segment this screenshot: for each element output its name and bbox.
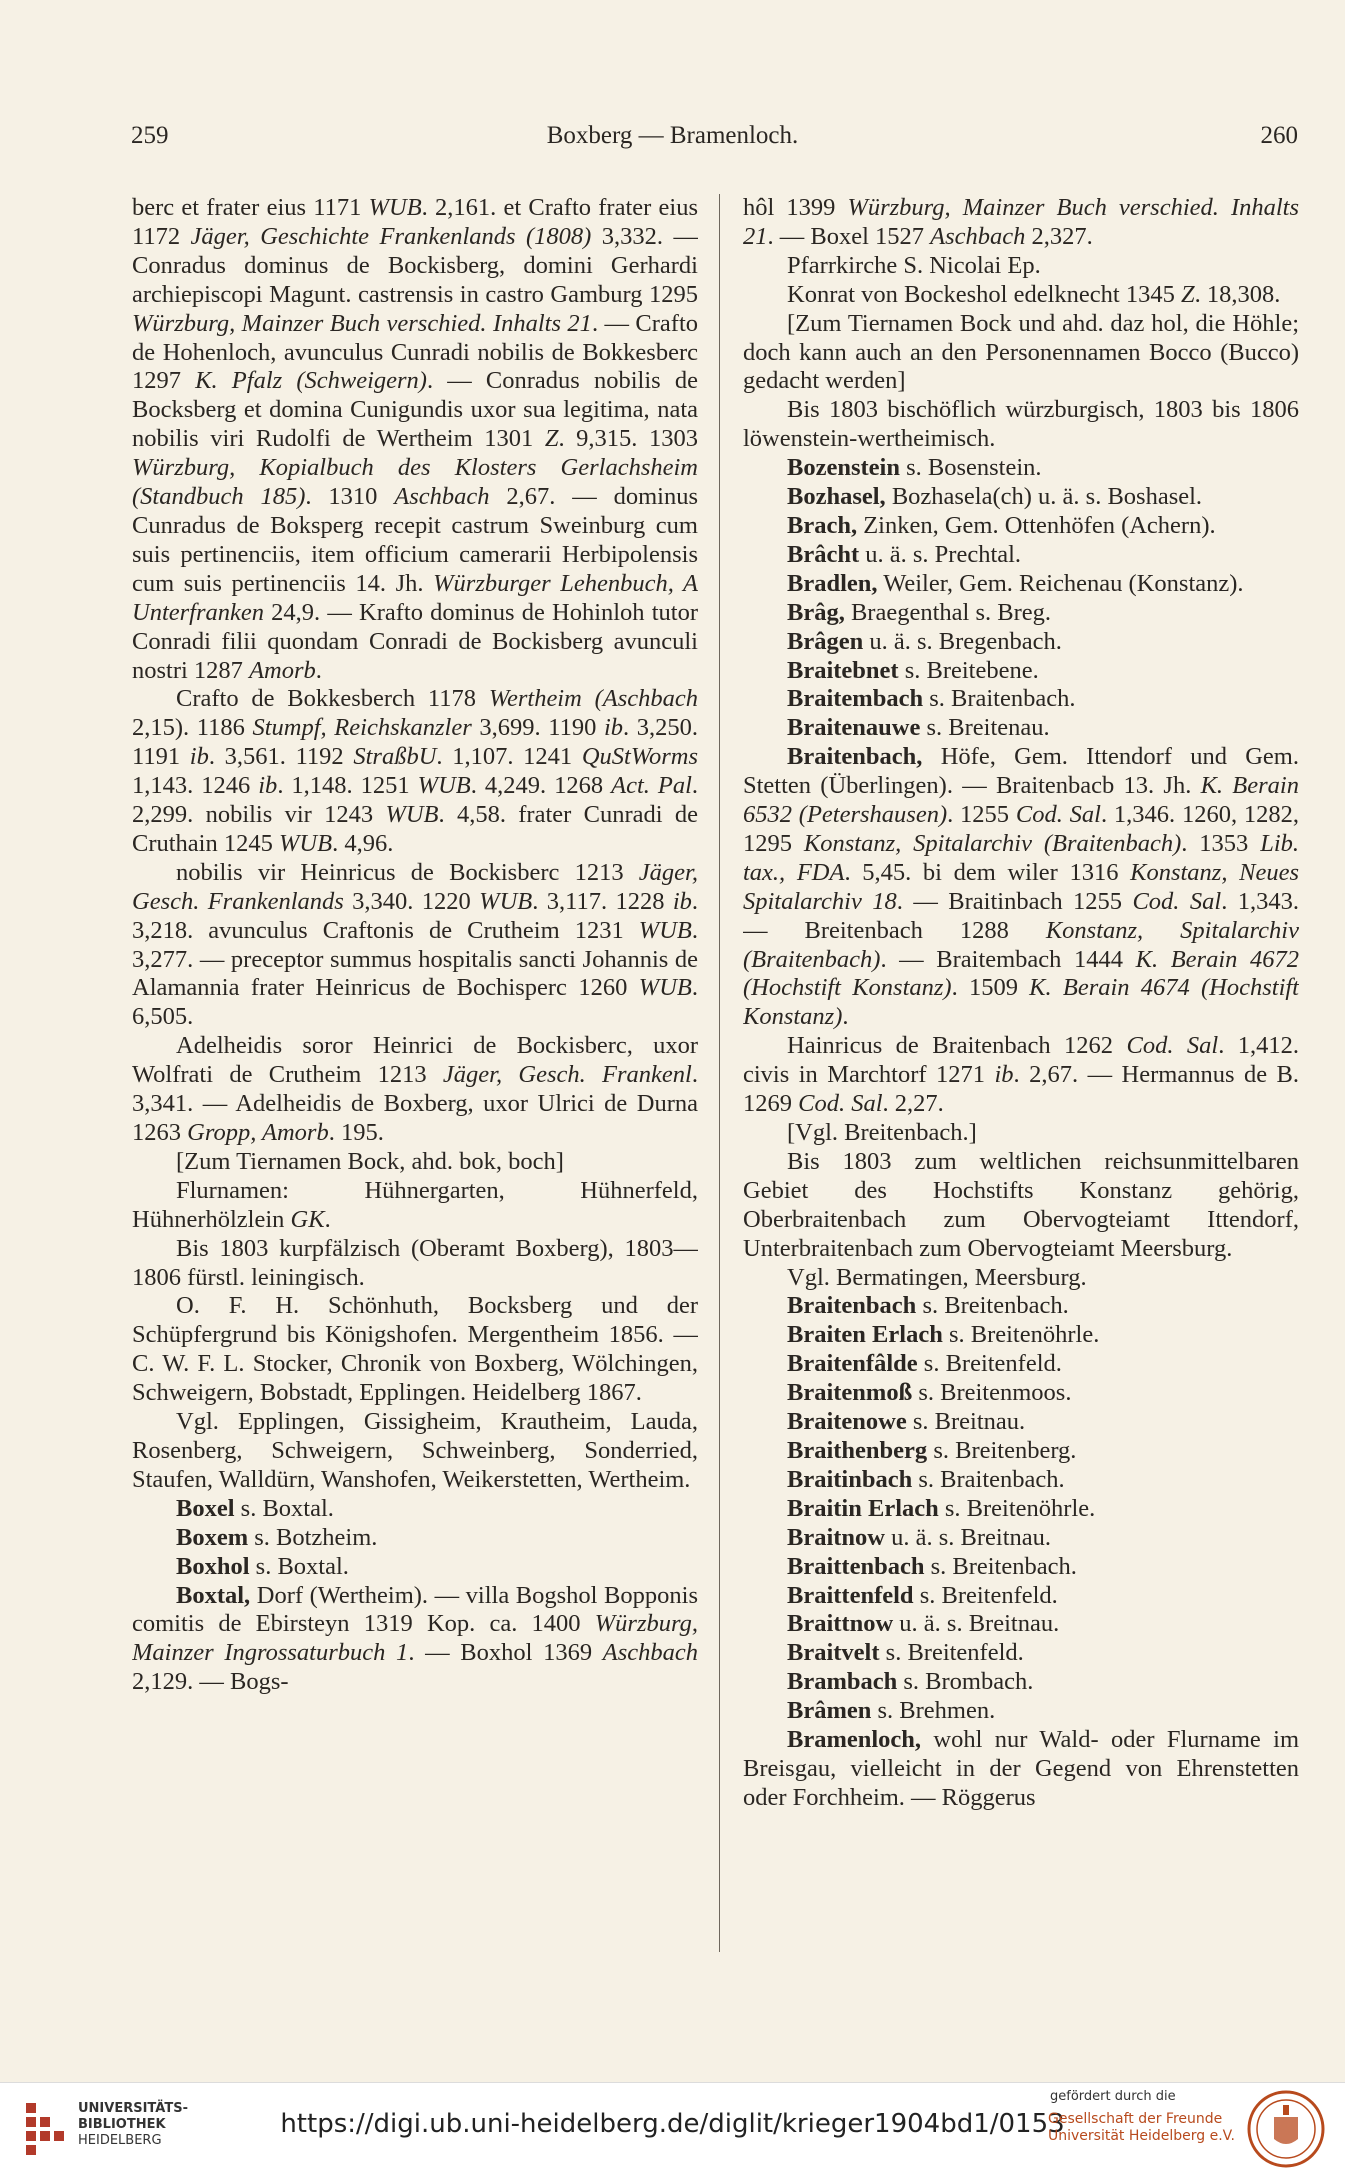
entry-paragraph: Braitenauwe s. Breitenau. [787,714,1050,742]
running-title: Boxberg — Bramenloch. [546,122,799,149]
entry-paragraph: Braitembach s. Braitenbach. [787,685,1076,713]
entry-paragraph: Braitenowe s. Breitnau. [787,1408,1026,1436]
entry-paragraph: Bramenloch, wohl nur Wald- oder Flurname im Breisgau, vielleicht in der Gegend von Ehrenstetten oder Forchheim. — Röggerus [743,1726,1299,1811]
entry-paragraph: Braitebnet s. Breitebene. [787,656,1039,684]
entry-paragraph: Konrat von Bockeshol edelknecht 1345 Z. 18,308. [787,280,1281,308]
entry-paragraph: Flurnamen: Hühnergarten, Hühnerfeld, Hühnerhölzlein GK. [132,1176,698,1233]
entry-paragraph: Vgl. Epplingen, Gissigheim, Krautheim, Lauda, Rosenberg, Schweigern, Schweinberg, Sonderried, Staufen, Walldürn, Wanshofen, Weikerstetten, Wertheim. [132,1408,698,1493]
entry-paragraph: [Zum Tiernamen Bock, ahd. bok, boch] [176,1147,564,1175]
entry-paragraph: Crafto de Bokkesberch 1178 Wertheim (Aschbach 2,15). 1186 Stumpf, Reichskanzler 3,699. 1190 ib. 3,250. 1191 ib. 3,561. 1192 StraßbU. 1,107. 1241 QuStWorms 1,143. 1246 ib. 1,148. 1251 WUB. 4,249. 1268 Act. Pal. 2,299. nobilis vir 1243 WUB. 4,58. frater Cunradi de Cruthain 1245 WUB. 4,96. [132,685,698,857]
entry-paragraph: Braitenbach, Höfe, Gem. Ittendorf und Gem. Stetten (Überlingen). — Braitenbacb 13. Jh. K. Berain 6532 (Petershausen). 1255 Cod. Sal. 1,346. 1260, 1282, 1295 Konstanz, Spitalarchiv (Braitenbach). 1353 Lib. tax., FDA. 5,45. bi dem wiler 1316 Konstanz, Neues Spitalarchiv 18. — Braitinbach 1255 Cod. Sal. 1,343. — Breitenbach 1288 Konstanz, Spitalarchiv (Braitenbach). — Braitembach 1444 K. Berain 4672 (Hochstift Konstanz). 1509 K. Berain 4674 (Hochstift Konstanz). [743,743,1299,1031]
entry-paragraph: [Zum Tiernamen Bock und ahd. daz hol, die Höhle; doch kann auch an den Personennamen Bocco (Bucco) gedacht werden] [743,309,1299,395]
entry-paragraph: Braitenmoß s. Breitenmoos. [787,1379,1072,1407]
running-header [0,122,1345,154]
column-divider [719,194,720,1952]
entry-paragraph: Bozhasel, Bozhasela(ch) u. ä. s. Boshasel. [787,483,1203,511]
entry-paragraph: Boxtal, Dorf (Wertheim). — villa Bogshol Bopponis comitis de Ebirsteyn 1319 Kop. ca. 1400 Würzburg, Mainzer Ingrossaturbuch 1. — Boxhol 1369 Aschbach 2,129. — Bogs- [132,1581,698,1696]
entry-paragraph: Boxem s. Botzheim. [176,1523,378,1551]
entry-paragraph: Braitin Erlach s. Breitenöhrle. [787,1494,1096,1522]
entry-paragraph: Brach, Zinken, Gem. Ottenhöfen (Achern). [787,511,1216,539]
entry-paragraph: Adelheidis soror Heinrici de Bockisberc, uxor Wolfrati de Crutheim 1213 Jäger, Gesch. Frankenl. 3,341. — Adelheidis de Boxberg, uxor Ulrici de Durna 1263 Gropp, Amorb. 195. [132,1032,698,1146]
entry-paragraph: Pfarrkirche S. Nicolai Ep. [787,251,1041,279]
entry-paragraph: Boxhol s. Boxtal. [176,1552,349,1580]
entry-paragraph: [Vgl. Breitenbach.] [787,1119,977,1146]
entry-paragraph: Hainricus de Braitenbach 1262 Cod. Sal. 1,412. civis in Marchtorf 1271 ib. 2,67. — Hermannus de B. 1269 Cod. Sal. 2,27. [743,1032,1299,1118]
entry-paragraph: Braitenfâlde s. Breitenfeld. [787,1350,1062,1378]
viewer-footer [0,2082,1345,2174]
entry-paragraph: Brâcht u. ä. s. Prechtal. [787,540,1022,568]
permalink-url[interactable]: https://digi.ub.uni-heidelberg.de/diglit/krieger1904bd1/0153 [280,2109,1065,2139]
entry-paragraph: Braittenfeld s. Breitenfeld. [787,1581,1058,1609]
left-column [132,194,698,1962]
entry-paragraph: Bradlen, Weiler, Gem. Reichenau (Konstanz). [787,569,1244,597]
entry-paragraph: Braitinbach s. Braitenbach. [787,1465,1065,1493]
entry-paragraph: Vgl. Bermatingen, Meersburg. [787,1263,1087,1291]
entry-paragraph: Bis 1803 bischöflich würzburgisch, 1803 bis 1806 löwenstein-wertheimisch. [743,396,1299,453]
entry-paragraph: Bis 1803 kurpfälzisch (Oberamt Boxberg), 1803—1806 fürstl. leiningisch. [132,1234,698,1291]
entry-paragraph: Brâmen s. Brehmen. [787,1697,996,1725]
right-page-number: 260 [1260,122,1298,149]
entry-paragraph: Braittnow u. ä. s. Breitnau. [787,1610,1060,1638]
university-seal-icon [1246,2087,1326,2171]
entry-paragraph: Braitvelt s. Breitenfeld. [787,1639,1024,1667]
entry-paragraph: Boxel s. Boxtal. [176,1494,334,1522]
entry-paragraph: Bozenstein s. Bosenstein. [787,454,1042,482]
entry-paragraph: Bis 1803 zum weltlichen reichsunmittelbaren Gebiet des Hochstifts Konstanz gehörig, Oberbraitenbach zum Obervogteiamt Ittendorf, Unterbraitenbach zum Obervogteiamt Meersburg. [743,1147,1299,1262]
entry-paragraph: Braitnow u. ä. s. Breitnau. [787,1523,1052,1551]
entry-paragraph: Braiten Erlach s. Breitenöhrle. [787,1321,1100,1349]
entry-paragraph: nobilis vir Heinricus de Bockisberc 1213 Jäger, Gesch. Frankenlands 3,340. 1220 WUB. 3,117. 1228 ib. 3,218. avunculus Craftonis de Crutheim 1231 WUB. 3,277. — preceptor summus hospitalis sancti Johannis de Alamannia frater Heinricus de Bochisperc 1260 WUB. 6,505. [132,858,698,1031]
entry-paragraph: Braitenbach s. Breitenbach. [787,1292,1069,1320]
right-column [743,194,1299,1962]
society-name: Gesellschaft der Freunde Universität Heidelberg e.V. [1048,2111,1235,2144]
entry-paragraph: O. F. H. Schönhuth, Bocksberg und der Schüpfergrund bis Königshofen. Mergentheim 1856. — C. W. F. L. Stocker, Chronik von Boxberg, Wölchingen, Schweigern, Bobstadt, Epplingen. Heidelberg 1867. [132,1292,698,1407]
entry-paragraph: Brambach s. Brombach. [787,1668,1034,1696]
library-name: UNIVERSITÄTS- BIBLIOTHEK HEIDELBERG [78,2101,188,2148]
sponsor-label: gefördert durch die [1050,2089,1176,2104]
entry-paragraph: Brâg, Braegenthal s. Breg. [787,598,1051,626]
left-page-number: 259 [131,122,169,149]
entry-paragraph: berc et frater eius 1171 WUB. 2,161. et Crafto frater eius 1172 Jäger, Geschichte Frankenlands (1808) 3,332. — Conradus dominus de Bockisberg, domini Gerhardi archiepiscopi Magunt. castrensis in castro Gamburg 1295 Würzburg, Mainzer Buch verschied. Inhalts 21. — Crafto de Hohenloch, avunculus Cunradi nobilis de Bokkesberc 1297 K. Pfalz (Schweigern). — Conradus nobilis de Bocksberg et domina Cunigundis uxor sua legitima, nata nobilis viri Rudolfi de Wertheim 1301 Z. 9,315. 1303 Würzburg, Kopialbuch des Klosters Gerlachsheim (Standbuch 185). 1310 Aschbach 2,67. — dominus Cunradus de Boksperg recepit castrum Sweinburg cum suis pertinenciis, item officium camerarii Herbipolensis cum suis pertinenciis 14. Jh. Würzburger Lehenbuch, A Unterfranken 24,9. — Krafto dominus de Hohinloh tutor Conradi filii quondam Conradi de Bockisberg avunculi nostri 1287 Amorb. [132,194,698,684]
entry-paragraph: Braithenberg s. Breitenberg. [787,1436,1077,1464]
entry-paragraph: hôl 1399 Würzburg, Mainzer Buch verschied. Inhalts 21. — Boxel 1527 Aschbach 2,327. [743,194,1299,250]
entry-paragraph: Brâgen u. ä. s. Bregenbach. [787,627,1062,655]
entry-paragraph: Braittenbach s. Breitenbach. [787,1552,1077,1580]
